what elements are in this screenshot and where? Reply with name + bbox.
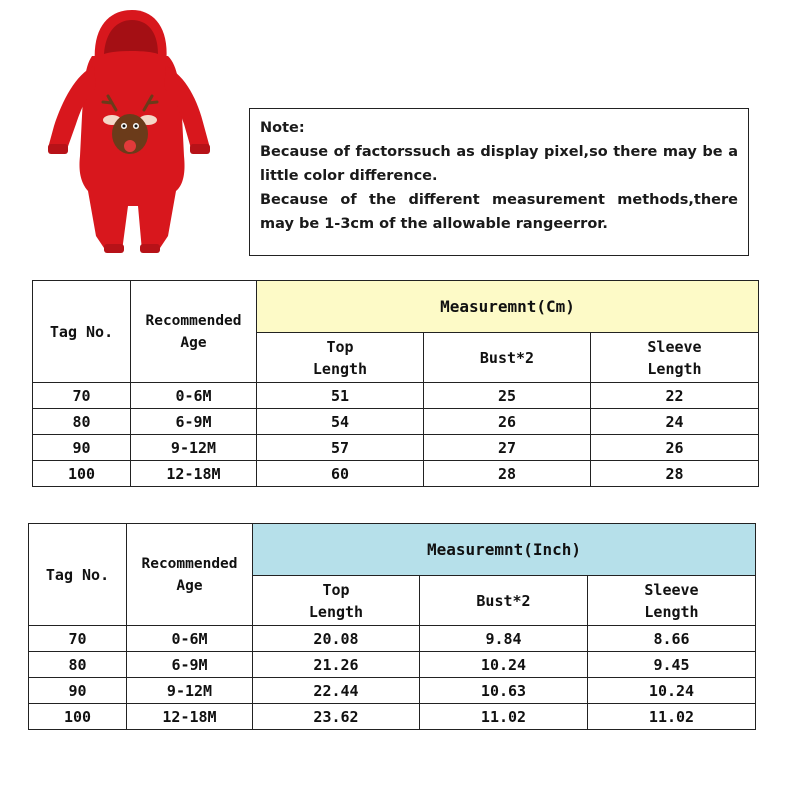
cell-tag: 70 xyxy=(29,626,127,652)
table-row xyxy=(29,652,756,678)
size-table-cm xyxy=(32,280,759,487)
table-row xyxy=(29,626,756,652)
table-row xyxy=(33,461,759,487)
cell-sleeve-length: 10.24 xyxy=(588,678,756,704)
header-tag-no: Tag No. xyxy=(29,524,127,626)
table-row xyxy=(29,704,756,730)
cell-tag: 80 xyxy=(29,652,127,678)
note-title: Note: xyxy=(260,120,305,136)
cell-age: 9-12M xyxy=(127,678,253,704)
cell-bust: 10.63 xyxy=(420,678,588,704)
header-recommended-age: Recommended Age xyxy=(127,524,253,626)
cell-sleeve-length: 24 xyxy=(591,409,759,435)
cell-tag: 90 xyxy=(29,678,127,704)
red-reindeer-romper-image xyxy=(40,6,220,256)
cell-tag: 90 xyxy=(33,435,131,461)
table-row xyxy=(33,435,759,461)
header-recommended-age: Recommended Age xyxy=(131,281,257,383)
cell-age: 12-18M xyxy=(131,461,257,487)
cell-bust: 11.02 xyxy=(420,704,588,730)
header-bust: Bust*2 xyxy=(424,333,591,383)
header-top-length: Top Length xyxy=(253,576,420,626)
cell-bust: 9.84 xyxy=(420,626,588,652)
cell-bust: 27 xyxy=(424,435,591,461)
cell-age: 0-6M xyxy=(131,383,257,409)
note-box xyxy=(249,108,749,256)
cell-top-length: 20.08 xyxy=(253,626,420,652)
cell-age: 6-9M xyxy=(127,652,253,678)
cell-top-length: 54 xyxy=(257,409,424,435)
size-table-inch xyxy=(28,523,756,730)
header-sleeve-length: Sleeve Length xyxy=(588,576,756,626)
cell-tag: 80 xyxy=(33,409,131,435)
table-row xyxy=(33,409,759,435)
cell-age: 9-12M xyxy=(131,435,257,461)
header-bust: Bust*2 xyxy=(420,576,588,626)
cell-sleeve-length: 11.02 xyxy=(588,704,756,730)
cell-top-length: 57 xyxy=(257,435,424,461)
header-tag-no: Tag No. xyxy=(33,281,131,383)
header-sleeve-length: Sleeve Length xyxy=(591,333,759,383)
cell-top-length: 21.26 xyxy=(253,652,420,678)
header-measurement-inch: Measuremnt(Inch) xyxy=(253,524,756,576)
cell-sleeve-length: 28 xyxy=(591,461,759,487)
header-measurement-cm: Measuremnt(Cm) xyxy=(257,281,759,333)
cell-tag: 70 xyxy=(33,383,131,409)
cell-top-length: 51 xyxy=(257,383,424,409)
cell-age: 12-18M xyxy=(127,704,253,730)
cell-top-length: 23.62 xyxy=(253,704,420,730)
table-row xyxy=(29,678,756,704)
note-line-color: Because of factorssuch as display pixel,so there may be a little color difference. xyxy=(260,144,738,184)
cell-sleeve-length: 26 xyxy=(591,435,759,461)
cell-bust: 26 xyxy=(424,409,591,435)
note-line-measurement: Because of the different measurement methods,there may be 1-3cm of the allowable rangeerror. xyxy=(260,192,738,232)
cell-sleeve-length: 9.45 xyxy=(588,652,756,678)
cell-age: 6-9M xyxy=(131,409,257,435)
cell-tag: 100 xyxy=(33,461,131,487)
cell-bust: 10.24 xyxy=(420,652,588,678)
cell-sleeve-length: 8.66 xyxy=(588,626,756,652)
cell-top-length: 22.44 xyxy=(253,678,420,704)
cell-top-length: 60 xyxy=(257,461,424,487)
header-top-length: Top Length xyxy=(257,333,424,383)
cell-bust: 25 xyxy=(424,383,591,409)
cell-bust: 28 xyxy=(424,461,591,487)
cell-sleeve-length: 22 xyxy=(591,383,759,409)
table-row xyxy=(33,383,759,409)
cell-tag: 100 xyxy=(29,704,127,730)
cell-age: 0-6M xyxy=(127,626,253,652)
